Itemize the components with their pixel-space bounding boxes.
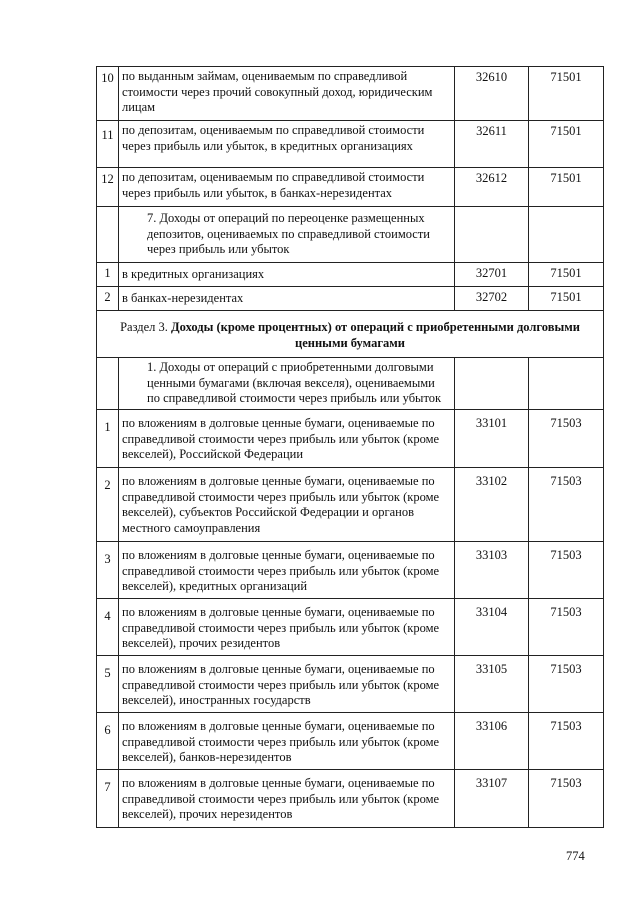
- row-description: по выданным займам, оцениваемым по справедливой стоимости через прочий совокупный доход, юридическим лицам: [119, 67, 455, 121]
- table-row: [97, 656, 604, 713]
- account-number: 71501: [529, 67, 604, 121]
- row-number: 7: [97, 770, 119, 828]
- accounts-table: [96, 66, 604, 828]
- row-number: 4: [97, 599, 119, 656]
- table-row: [97, 121, 604, 168]
- section-row: [97, 311, 604, 358]
- row-number: 12: [97, 168, 119, 207]
- symbol-code: 32702: [455, 287, 529, 311]
- symbol-code: 33106: [455, 713, 529, 770]
- symbol-code: 32611: [455, 121, 529, 168]
- table-row: [97, 287, 604, 311]
- account-number: 71503: [529, 410, 604, 468]
- table-row: [97, 599, 604, 656]
- symbol-code: 33107: [455, 770, 529, 828]
- table-row: [97, 67, 604, 121]
- account-number: 71503: [529, 656, 604, 713]
- symbol-code: 32701: [455, 263, 529, 287]
- account-number: 71503: [529, 542, 604, 599]
- group-heading-row: [97, 207, 604, 263]
- table-row: [97, 542, 604, 599]
- row-description: по вложениям в долговые ценные бумаги, оцениваемые по справедливой стоимости через прибыль или убыток (кроме векселей), субъектов Российской Федерации и органов местного самоуправления: [119, 468, 455, 542]
- account-number: 71503: [529, 599, 604, 656]
- symbol-code: 33104: [455, 599, 529, 656]
- account-number: 71501: [529, 263, 604, 287]
- row-description: по вложениям в долговые ценные бумаги, оцениваемые по справедливой стоимости через прибыль или убыток (кроме векселей), кредитных организаций: [119, 542, 455, 599]
- row-description: по вложениям в долговые ценные бумаги, оцениваемые по справедливой стоимости через прибыль или убыток (кроме векселей), Российской Федерации: [119, 410, 455, 468]
- table-row: [97, 713, 604, 770]
- symbol-code: 33103: [455, 542, 529, 599]
- row-description: по вложениям в долговые ценные бумаги, оцениваемые по справедливой стоимости через прибыль или убыток (кроме векселей), банков-нерезидентов: [119, 713, 455, 770]
- page-number: 774: [566, 849, 585, 863]
- symbol-code: 33105: [455, 656, 529, 713]
- row-number: 3: [97, 542, 119, 599]
- row-number: 1: [97, 410, 119, 468]
- row-description: по депозитам, оцениваемым по справедливой стоимости через прибыль или убыток, в банках-нерезидентах: [119, 168, 455, 207]
- row-number: 1: [97, 263, 119, 287]
- account-number: 71501: [529, 287, 604, 311]
- row-number: 6: [97, 713, 119, 770]
- row-description: по вложениям в долговые ценные бумаги, оцениваемые по справедливой стоимости через прибыль или убыток (кроме векселей), прочих нерезидентов: [119, 770, 455, 828]
- section-prefix: Раздел 3.: [120, 320, 172, 334]
- row-number: 11: [97, 121, 119, 168]
- account-number: 71501: [529, 121, 604, 168]
- table-row: [97, 770, 604, 828]
- symbol-code: 32610: [455, 67, 529, 121]
- row-number: 5: [97, 656, 119, 713]
- table-row: [97, 263, 604, 287]
- row-description: по вложениям в долговые ценные бумаги, оцениваемые по справедливой стоимости через прибыль или убыток (кроме векселей), иностранных государств: [119, 656, 455, 713]
- row-number: 10: [97, 67, 119, 121]
- section-title: [97, 311, 604, 358]
- group-heading: 7. Доходы от операций по переоценке размещенных депозитов, оцениваемых по справедливой стоимости через прибыль или убыток: [119, 207, 455, 263]
- group-heading-row: [97, 358, 604, 410]
- row-number: 2: [97, 287, 119, 311]
- account-number: 71501: [529, 168, 604, 207]
- table-row: [97, 468, 604, 542]
- row-description: по вложениям в долговые ценные бумаги, оцениваемые по справедливой стоимости через прибыль или убыток (кроме векселей), прочих резидентов: [119, 599, 455, 656]
- table-row: [97, 410, 604, 468]
- account-number: 71503: [529, 770, 604, 828]
- row-description: в кредитных организациях: [119, 263, 455, 287]
- row-number: 2: [97, 468, 119, 542]
- account-number: 71503: [529, 468, 604, 542]
- symbol-code: 32612: [455, 168, 529, 207]
- section-heading: Доходы (кроме процентных) от операций с приобретенными долговыми ценными бумагами: [171, 320, 580, 350]
- row-description: по депозитам, оцениваемым по справедливой стоимости через прибыль или убыток, в кредитных организациях: [119, 121, 455, 168]
- group-heading: 1. Доходы от операций с приобретенными долговыми ценными бумагами (включая векселя), оцениваемыми по справедливой стоимости через прибыль или убыток: [119, 358, 455, 410]
- row-description: в банках-нерезидентах: [119, 287, 455, 311]
- account-number: 71503: [529, 713, 604, 770]
- table-row: [97, 168, 604, 207]
- symbol-code: 33102: [455, 468, 529, 542]
- symbol-code: 33101: [455, 410, 529, 468]
